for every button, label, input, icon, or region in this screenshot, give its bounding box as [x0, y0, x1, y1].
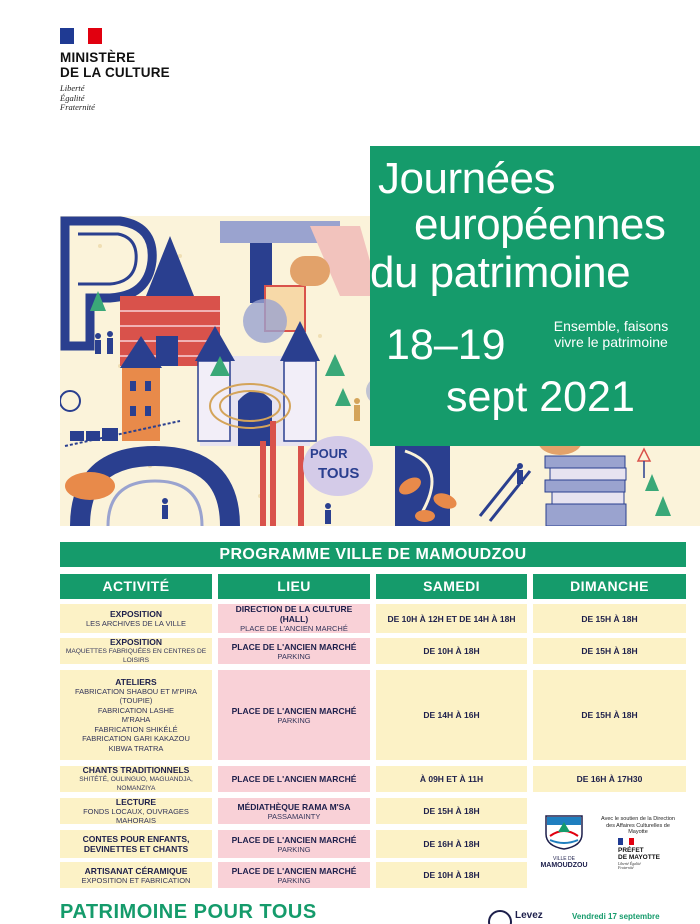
table-row-3-lieu [218, 670, 370, 760]
activity-detail: FABRICATION SHIKÉLÉ [94, 724, 178, 734]
table-row-7-lieu [218, 862, 370, 888]
ville-mamoudzou-logo [538, 812, 590, 869]
samedi-time: DE 14H À 16H [423, 710, 480, 720]
lieu-detail: PARKING [277, 715, 311, 725]
tous-label: TOUS [318, 465, 360, 482]
motto-egalite: Égalité [60, 92, 85, 103]
table-row-4-lieu [218, 766, 370, 792]
dimanche-time: DE 16H À 17H30 [576, 774, 643, 784]
table-row-3-activite [60, 670, 212, 760]
french-flag-icon [60, 28, 102, 44]
slogan-line1: Ensemble, faisons [553, 318, 669, 334]
ville-name: MAMOUDZOU [540, 862, 588, 869]
header-dimanche: DIMANCHE [533, 574, 686, 599]
republic-motto [60, 84, 170, 113]
table-row-1-activite [60, 604, 212, 633]
lieu-detail: PARKING [277, 844, 311, 854]
activity-title: CHANTS TRADITIONNELS [82, 765, 190, 775]
slogan-line2: vivre le patrimoine [554, 334, 668, 350]
table-row-5-samedi [376, 798, 527, 824]
table-row-6-activite [60, 830, 212, 858]
table-row-1-dimanche [533, 604, 686, 633]
activity-title: EXPOSITION [110, 609, 162, 619]
table-row-5-activite [60, 798, 212, 824]
activity-detail: SHITÉTÉ, OULINGUO, MAGUANDJA, NOMANZIYA [79, 776, 193, 792]
activity-title: CONTES POUR ENFANTS, DEVINETTES ET CHANTS [82, 834, 190, 854]
table-row-4-dimanche [533, 766, 686, 792]
samedi-time: DE 10H À 12H ET DE 14H À 18H [387, 613, 516, 624]
event-title-block [370, 146, 700, 446]
prefet-motto: Liberté Égalité Fraternité [618, 862, 641, 871]
lieu-title: MÉDIATHÈQUE RAMA M'SA [237, 801, 351, 812]
activity-title: EXPOSITION [110, 637, 162, 647]
prefet-line1: PRÉFET [618, 847, 644, 854]
table-row-5-lieu [218, 798, 370, 824]
ville-label: VILLE DE [553, 856, 575, 862]
activity-detail: FABRICATION GARI KAKAZOU [82, 734, 190, 744]
header-samedi: SAMEDI [376, 574, 527, 599]
mamoudzou-crest-icon [540, 812, 588, 850]
levez-label: Levez [515, 910, 543, 921]
table-row-7-activite [60, 862, 212, 888]
lieu-detail: PARKING [277, 875, 311, 885]
activity-detail: FABRICATION LASHE [97, 705, 175, 715]
dimanche-time: DE 15H À 18H [581, 710, 638, 720]
prefet-line2: DE MAYOTTE [618, 854, 661, 861]
activity-detail: LES ARCHIVES DE LA VILLE [85, 619, 187, 628]
activity-detail: FONDS LOCAUX, OUVRAGES MAHORAIS [83, 807, 189, 825]
ministry-name [60, 50, 170, 80]
dimanche-time: DE 15H À 18H [581, 613, 638, 624]
ministry-name-line2: DE LA CULTURE [60, 65, 170, 80]
lieu-detail: PLACE DE L'ANCIEN MARCHÉ [240, 624, 348, 633]
table-row-2-samedi [376, 638, 527, 664]
vendredi-label: Vendredi 17 septembre [572, 912, 660, 921]
table-row-2-activite [60, 638, 212, 664]
samedi-time: DE 16H À 18H [423, 839, 480, 849]
lieu-title: DIRECTION DE LA CULTURE (HALL) [235, 604, 353, 624]
activity-detail: FABRICATION SHABOU ET M'PIRA (TOUPIE) [74, 686, 197, 706]
table-row-2-dimanche [533, 638, 686, 664]
activity-detail: MAQUETTES FABRIQUÉES EN CENTRES DE LOISIRS [65, 648, 207, 664]
dates-line2: sept 2021 [446, 373, 635, 421]
samedi-time: DE 15H À 18H [423, 806, 480, 816]
slogan [536, 318, 686, 350]
table-row-6-samedi [376, 830, 527, 858]
activity-detail: KIBWA TRATRA [108, 743, 164, 753]
table-row-4-samedi [376, 766, 527, 792]
activity-detail: EXPOSITION ET FABRICATION [81, 875, 191, 885]
support-text: Avec le soutien de la Direction des Affaires Culturelles de Mayotte [601, 816, 675, 835]
programme-title: PROGRAMME VILLE DE MAMOUDZOU [60, 542, 686, 567]
title-line1: Journées [378, 154, 556, 203]
dimanche-time: DE 15H À 18H [581, 646, 638, 656]
table-row-3-dimanche [533, 670, 686, 760]
lieu-detail: PASSAMAINTY [267, 811, 321, 821]
motto-fraternite: Fraternité [60, 102, 95, 112]
lieu-title: PLACE DE L'ANCIEN MARCHÉ [231, 641, 357, 652]
ministry-logo [60, 28, 170, 113]
activity-title: LECTURE [115, 797, 157, 807]
lieu-title: PLACE DE L'ANCIEN MARCHÉ [231, 774, 357, 784]
title-line3: du patrimoine [370, 248, 631, 297]
activity-detail: M'RAHA [121, 715, 151, 725]
lieu-title: PLACE DE L'ANCIEN MARCHÉ [231, 705, 357, 716]
motto-liberte: Liberté [60, 83, 85, 93]
lieu-title: PLACE DE L'ANCIEN MARCHÉ [231, 865, 357, 876]
header-activite: ACTIVITÉ [60, 574, 212, 599]
table-row-1-samedi [376, 604, 527, 633]
samedi-time: DE 10H À 18H [423, 646, 480, 656]
pour-label: POUR [310, 446, 348, 461]
footer-title: PATRIMOINE POUR TOUS [60, 901, 317, 923]
table-row-2-lieu [218, 638, 370, 664]
samedi-time: À 09H ET À 11H [419, 774, 484, 784]
table-row-6-lieu [218, 830, 370, 858]
french-flag-icon [618, 838, 634, 845]
table-row-3-samedi [376, 670, 527, 760]
eye-icon [488, 910, 512, 924]
header-lieu: LIEU [218, 574, 370, 599]
lieu-detail: PARKING [277, 651, 311, 661]
dates-line1: 18–19 [386, 321, 506, 369]
activity-title: ATELIERS [115, 676, 157, 687]
lieu-title: PLACE DE L'ANCIEN MARCHÉ [231, 834, 357, 845]
prefet-logo [618, 838, 660, 870]
activity-title: ARTISANAT CÉRAMIQUE [84, 865, 188, 876]
table-row-1-lieu [218, 604, 370, 633]
samedi-time: DE 10H À 18H [423, 870, 480, 880]
table-row-4-activite [60, 766, 212, 792]
title-line2: européennes [414, 200, 666, 249]
table-row-7-samedi [376, 862, 527, 888]
ministry-name-line1: MINISTÈRE [60, 50, 136, 65]
